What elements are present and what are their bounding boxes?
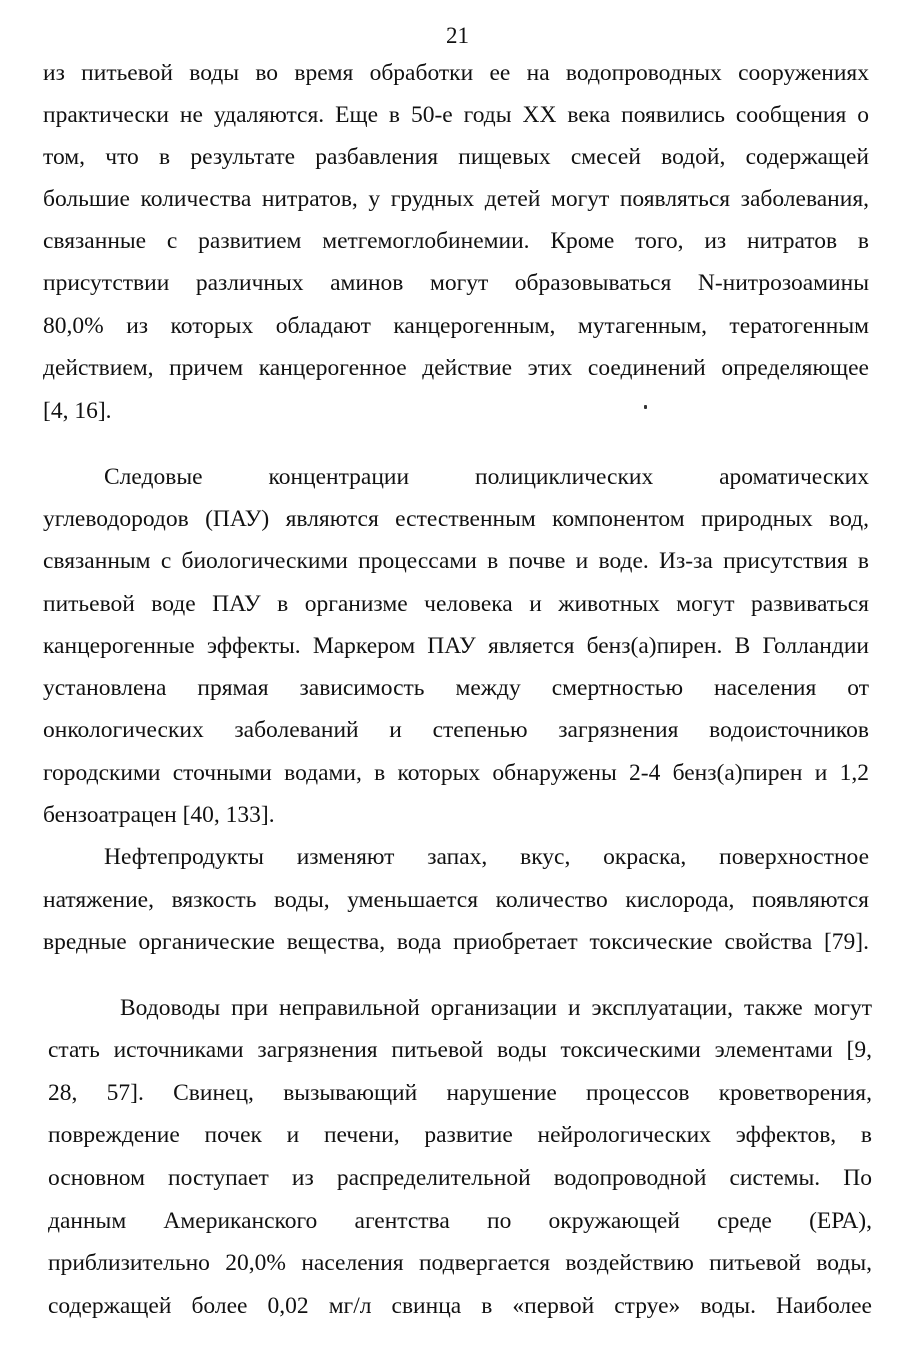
text-line: Водоводы при неправильной организации и эксплуатации, также могут xyxy=(120,995,872,1021)
text-line: [4, 16]. xyxy=(43,398,112,424)
text-line: 80,0% из которых обладают канцерогенным, мутагенным, тератогенным xyxy=(43,313,869,339)
text-line: большие количества нитратов, у грудных детей могут появляться заболевания, xyxy=(43,186,869,212)
text-line: присутствии различных аминов могут образовываться N-нитрозоамины xyxy=(43,270,869,296)
text-line: связанным с биологическими процессами в почве и воде. Из-за присутствия в xyxy=(43,548,869,574)
text-line: том, что в результате разбавления пищевых смесей водой, содержащей xyxy=(43,144,869,170)
text-line: данным Американского агентства по окружающей среде (ЕРА), xyxy=(48,1208,872,1234)
text-line: повреждение почек и печени, развитие нейрологических эффектов, в xyxy=(48,1122,872,1148)
text-line: установлена прямая зависимость между смертностью населения от xyxy=(43,675,869,701)
text-line: углеводородов (ПАУ) являются естественным компонентом природных вод, xyxy=(43,506,869,532)
text-line: содержащей более 0,02 мг/л свинца в «первой струе» воды. Наиболее xyxy=(48,1293,872,1319)
text-line: Нефтепродукты изменяют запах, вкус, окраска, поверхностное xyxy=(104,844,869,870)
text-line: городскими сточными водами, в которых обнаружены 2-4 бенз(а)пирен и 1,2 xyxy=(43,760,869,786)
text-line: связанные с развитием метгемоглобинемии. Кроме того, из нитратов в xyxy=(43,228,869,254)
scan-speck xyxy=(644,405,647,409)
text-line: основном поступает из распределительной водопроводной системы. По xyxy=(48,1165,872,1191)
text-line: Следовые концентрации полициклических ароматических xyxy=(104,464,869,490)
text-line: практически не удаляются. Еще в 50-е годы XX века появились сообщения о xyxy=(43,102,869,128)
text-line: 28, 57]. Свинец, вызывающий нарушение процессов кроветворения, xyxy=(48,1080,872,1106)
text-line: приблизительно 20,0% населения подвергается воздействию питьевой воды, xyxy=(48,1250,872,1276)
text-line: стать источниками загрязнения питьевой воды токсическими элементами [9, xyxy=(48,1037,872,1063)
page-number: 21 xyxy=(446,23,469,48)
text-line: натяжение, вязкость воды, уменьшается количество кислорода, появляются xyxy=(43,887,869,913)
text-line: питьевой воде ПАУ в организме человека и животных могут развиваться xyxy=(43,591,869,617)
text-line: онкологических заболеваний и степенью загрязнения водоисточников xyxy=(43,717,869,743)
text-line: канцерогенные эффекты. Маркером ПАУ является бенз(а)пирен. В Голландии xyxy=(43,633,869,659)
text-line: действием, причем канцерогенное действие этих соединений определяющее xyxy=(43,355,869,381)
text-line: бензоатрацен [40, 133]. xyxy=(43,802,275,828)
text-line: вредные органические вещества, вода приобретает токсические свойства [79]. xyxy=(43,929,869,955)
text-line: из питьевой воды во время обработки ее на водопроводных сооружениях xyxy=(43,60,869,86)
